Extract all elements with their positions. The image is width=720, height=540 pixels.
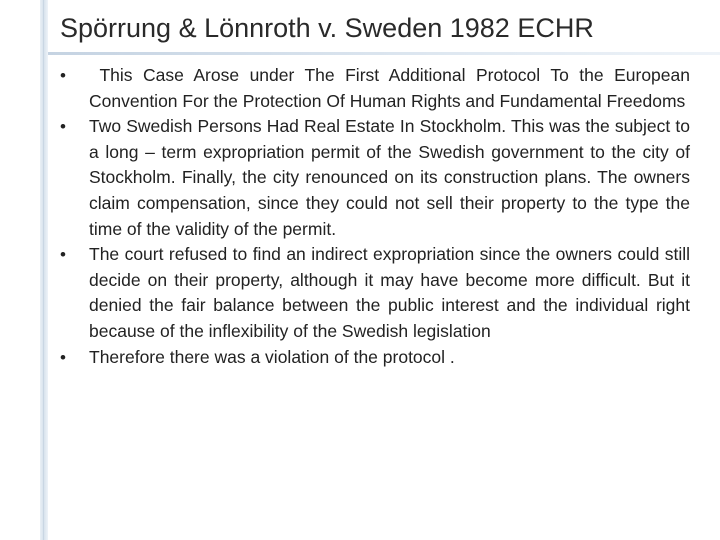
bullet-item <box>60 242 690 344</box>
bullet-dot-icon: • <box>60 347 66 367</box>
left-accent-bar <box>40 0 48 540</box>
bullet-item <box>60 63 695 114</box>
bullet-text: Two Swedish Persons Had Real Estate In Stockholm. This was the subject to a long – term expropriation permit of the Swedish government to the city of Stockholm. Finally, the city renounced on its construction plans. The owners claim compensation, since they could not sell their property to the type the time of the validity of the permit. <box>89 116 690 239</box>
bullet-dot-icon: • <box>60 245 66 265</box>
bullet-list <box>60 63 695 370</box>
bullet-text: Therefore there was a violation of the protocol . <box>89 346 455 367</box>
bullet-text: This Case Arose under The First Additional Protocol To the European Convention For the Protection Of Human Rights and Fundamental Freedoms <box>89 65 695 111</box>
bullet-item <box>60 114 690 242</box>
bullet-text: The court refused to find an indirect expropriation since the owners could still decide on their property, although it may have become more difficult. But it denied the fair balance between the public interest and the individual right because of the inflexibility of the Swedish legislation <box>89 244 690 341</box>
slide-title: Spörrung & Lönnroth v. Sweden 1982 ECHR <box>60 13 594 43</box>
bullet-dot-icon: • <box>60 66 66 85</box>
bullet-dot-icon: • <box>60 117 66 137</box>
title-underline <box>48 52 720 55</box>
bullet-item <box>60 345 690 371</box>
